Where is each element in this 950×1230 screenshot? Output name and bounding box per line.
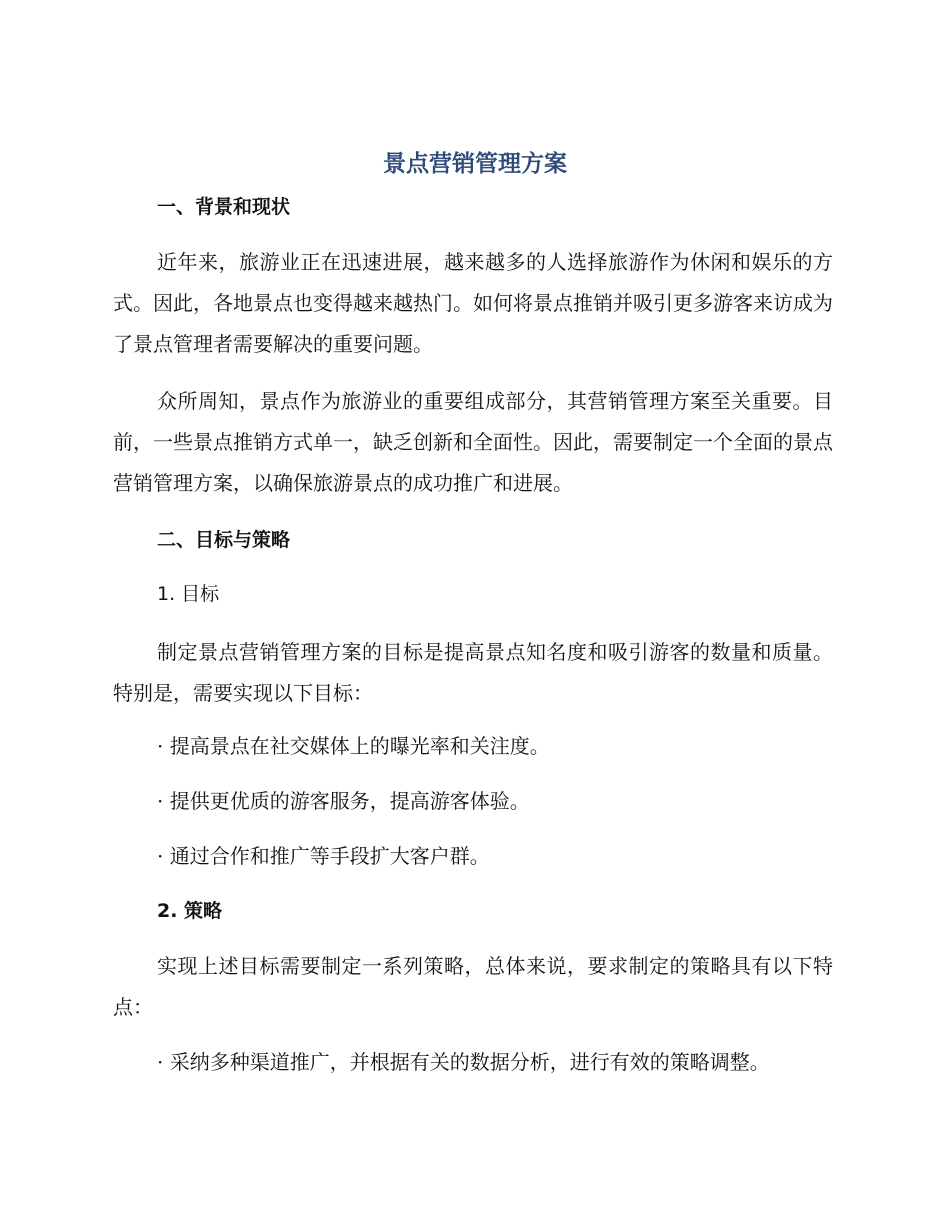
list-item: · 提高景点在社交媒体上的曝光率和关注度。	[157, 734, 550, 758]
paragraph-background-1: 近年来，旅游业正在迅速进展，越来越多的人选择旅游作为休闲和娱乐的方式。因此，各地景点也变得越来越热门。如何将景点推销并吸引更多游客来访成为了景点管理者需要解决的重要问题。	[113, 250, 833, 356]
subsection-heading-strategy: 2. 策略	[157, 900, 223, 922]
document-title: 景点营销管理方案	[383, 151, 567, 177]
list-item: · 提供更优质的游客服务，提高游客体验。	[157, 789, 530, 813]
paragraph-strategy: 实现上述目标需要制定一系列策略，总体来说，要求制定的策略具有以下特点：	[113, 954, 833, 1019]
subsection-heading-goals: 1. 目标	[157, 583, 220, 605]
list-item: · 通过合作和推广等手段扩大客户群。	[157, 844, 490, 868]
section-heading-goals-strategy: 二、目标与策略	[157, 529, 291, 551]
list-item: · 采纳多种渠道推广，并根据有关的数据分析，进行有效的策略调整。	[157, 1050, 770, 1074]
paragraph-goals: 制定景点营销管理方案的目标是提高景点知名度和吸引游客的数量和质量。特别是，需要实现以下目标：	[113, 640, 833, 705]
paragraph-background-2: 众所周知，景点作为旅游业的重要组成部分，其营销管理方案至关重要。目前，一些景点推销方式单一，缺乏创新和全面性。因此，需要制定一个全面的景点营销管理方案，以确保旅游景点的成功推广和进展。	[113, 389, 833, 495]
section-heading-background: 一、背景和现状	[157, 196, 291, 218]
